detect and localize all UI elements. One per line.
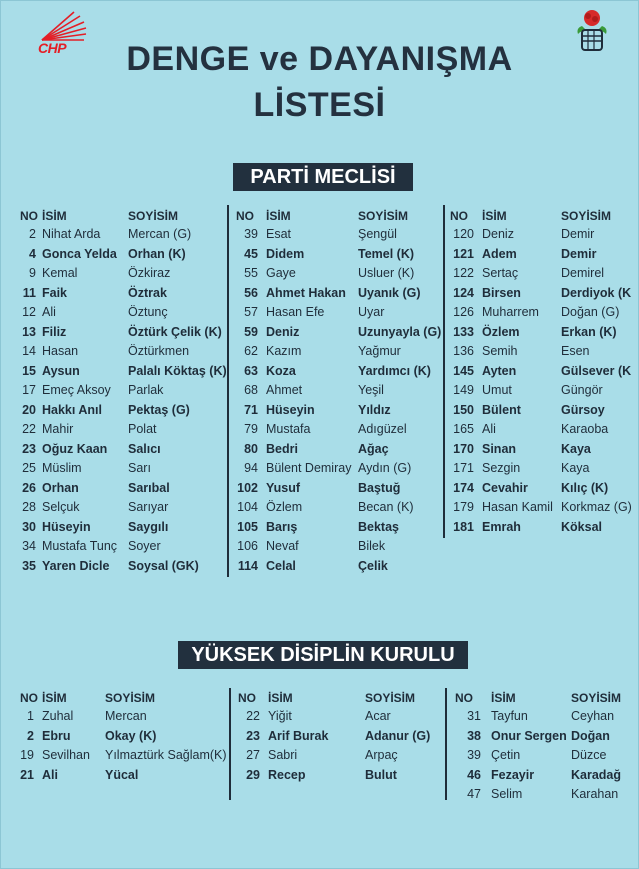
- list-item: [236, 537, 441, 557]
- candidate-name: Aysun: [42, 363, 80, 378]
- candidate-surname: Temel (K): [358, 246, 415, 261]
- list-item: [450, 284, 638, 304]
- candidate-surname: Becan (K): [358, 500, 414, 514]
- candidate-number: 62: [244, 344, 258, 358]
- list-item: [450, 323, 638, 343]
- candidate-number: 27: [246, 748, 260, 762]
- candidate-number: 120: [453, 227, 474, 241]
- candidate-surname: Ceyhan: [571, 709, 615, 723]
- candidate-surname: Korkmaz (G): [561, 500, 632, 514]
- list-item: [20, 766, 230, 786]
- list-item: [20, 537, 225, 557]
- section-title-parti-meclisi: PARTİ MECLİSİ: [233, 163, 413, 191]
- candidate-number: 59: [244, 324, 258, 339]
- candidate-name: Özlem: [266, 500, 303, 514]
- candidate-surname: Esen: [561, 344, 590, 358]
- candidate-name: Esat: [266, 227, 292, 241]
- list-item: [236, 459, 441, 479]
- list-item: [450, 401, 638, 421]
- candidate-name: Muharrem: [482, 305, 539, 319]
- candidate-number: 122: [453, 266, 474, 280]
- list-item: [20, 245, 225, 265]
- candidate-surname: Özkiraz: [128, 266, 171, 280]
- candidate-name: Mustafa: [266, 422, 311, 436]
- list-item: [236, 479, 441, 499]
- candidate-number: 23: [22, 441, 36, 456]
- candidate-name: Onur Sergen: [491, 728, 567, 743]
- list-item: [20, 401, 225, 421]
- candidate-surname: Bektaş: [358, 519, 399, 534]
- candidate-surname: Sarıyar: [128, 500, 169, 514]
- list-item: [238, 727, 443, 747]
- candidate-name: Arif Burak: [268, 728, 329, 743]
- candidate-surname: Erkan (K): [561, 324, 617, 339]
- candidate-surname: Bilek: [358, 539, 386, 553]
- candidate-name: Yiğit: [268, 709, 292, 723]
- candidate-number: 57: [244, 305, 258, 319]
- candidate-name: Bülent: [482, 402, 521, 417]
- candidate-surname: Yardımcı (K): [358, 363, 431, 378]
- candidate-surname: Kaya: [561, 461, 590, 475]
- candidate-surname: Öztrak: [128, 285, 167, 300]
- candidate-name: Celal: [266, 558, 296, 573]
- candidate-name: Hasan Kamil: [482, 500, 553, 514]
- header-name: İSİM: [42, 209, 67, 223]
- list-item: [236, 323, 441, 343]
- header-name: İSİM: [42, 691, 67, 705]
- list-item: [236, 498, 441, 518]
- header-no: NO: [450, 209, 468, 223]
- list-item: [450, 440, 638, 460]
- candidate-number: 22: [246, 709, 260, 723]
- candidate-surname: Ağaç: [358, 441, 389, 456]
- parti-meclisi-column: [236, 207, 441, 576]
- candidate-number: 14: [22, 344, 36, 358]
- candidate-number: 1: [27, 709, 34, 723]
- yuksek-disiplin-column: [20, 689, 230, 785]
- list-item: [455, 785, 637, 805]
- candidate-surname: Sarı: [128, 461, 151, 475]
- candidate-name: Ebru: [42, 728, 71, 743]
- list-item: [20, 727, 230, 747]
- candidate-name: Zuhal: [42, 709, 74, 723]
- candidate-surname: Kılıç (K): [561, 480, 609, 495]
- candidate-number: 46: [467, 767, 481, 782]
- candidate-name: Ali: [42, 767, 58, 782]
- list-item: [20, 707, 230, 727]
- header-name: İSİM: [491, 691, 516, 705]
- parti-meclisi-column: [450, 207, 638, 537]
- list-item: [450, 362, 638, 382]
- candidate-number: 171: [453, 461, 474, 475]
- list-item: [238, 746, 443, 766]
- candidate-name: Semih: [482, 344, 518, 358]
- list-item: [455, 766, 637, 786]
- candidate-surname: Öztunç: [128, 305, 168, 319]
- candidate-surname: Adanur (G): [365, 728, 431, 743]
- candidate-surname: Mercan (G): [128, 227, 192, 241]
- candidate-name: Hüseyin: [42, 519, 91, 534]
- candidate-name: Deniz: [482, 227, 514, 241]
- list-item: [236, 303, 441, 323]
- candidate-name: Hasan Efe: [266, 305, 325, 319]
- candidate-name: Adem: [482, 246, 517, 261]
- candidate-number: 47: [467, 787, 481, 801]
- candidate-name: Orhan: [42, 480, 79, 495]
- candidate-surname: Çelik: [358, 558, 388, 573]
- candidate-surname: Köksal: [561, 519, 602, 534]
- candidate-name: Gonca Yelda: [42, 246, 117, 261]
- candidate-surname: Karadağ: [571, 767, 622, 782]
- list-item: [20, 518, 225, 538]
- header-no: NO: [20, 209, 38, 223]
- candidate-number: 133: [453, 324, 474, 339]
- candidate-number: 34: [22, 539, 36, 553]
- list-item: [236, 245, 441, 265]
- candidate-name: Recep: [268, 767, 306, 782]
- list-item: [450, 245, 638, 265]
- list-item: [236, 342, 441, 362]
- column-header-row: [20, 207, 225, 225]
- candidate-surname: Gürsoy: [561, 402, 605, 417]
- list-item: [450, 303, 638, 323]
- list-item: [236, 440, 441, 460]
- candidate-number: 126: [453, 305, 474, 319]
- candidate-surname: Adıgüzel: [358, 422, 407, 436]
- list-item: [236, 381, 441, 401]
- candidate-name: Birsen: [482, 285, 521, 300]
- candidate-number: 145: [453, 363, 474, 378]
- candidate-number: 26: [22, 480, 36, 495]
- candidate-name: Hüseyin: [266, 402, 315, 417]
- list-item: [236, 264, 441, 284]
- list-item: [20, 264, 225, 284]
- list-item: [236, 401, 441, 421]
- candidate-number: 39: [244, 227, 258, 241]
- candidate-surname: Okay (K): [105, 728, 157, 743]
- list-item: [20, 459, 225, 479]
- candidate-surname: Derdiyok (K: [561, 285, 632, 300]
- candidate-surname: Düzce: [571, 748, 607, 762]
- candidate-name: Kazım: [266, 344, 302, 358]
- list-item: [238, 707, 443, 727]
- candidate-surname: Şengül: [358, 227, 397, 241]
- candidate-surname: Arpaç: [365, 748, 398, 762]
- list-item: [450, 381, 638, 401]
- candidate-number: 63: [244, 363, 258, 378]
- candidate-number: 31: [467, 709, 481, 723]
- list-item: [20, 225, 225, 245]
- candidate-name: Ali: [42, 305, 56, 319]
- candidate-number: 149: [453, 383, 474, 397]
- page-title-line2: LİSTESİ: [253, 86, 386, 124]
- list-item: [20, 479, 225, 499]
- candidate-name: Ahmet: [266, 383, 303, 397]
- candidate-name: Çetin: [491, 748, 521, 762]
- chp-logo-text: CHP: [38, 40, 67, 56]
- candidate-number: 104: [237, 500, 258, 514]
- candidate-number: 55: [244, 266, 258, 280]
- candidate-surname: Bulut: [365, 767, 397, 782]
- candidate-number: 106: [237, 539, 258, 553]
- header-name: İSİM: [266, 209, 291, 223]
- list-item: [238, 766, 443, 786]
- candidate-name: Sezgin: [482, 461, 521, 475]
- candidate-number: 71: [244, 402, 258, 417]
- candidate-number: 165: [453, 422, 474, 436]
- candidate-name: Faik: [42, 285, 68, 300]
- page-title-line1: DENGE ve DAYANIŞMA: [126, 40, 513, 78]
- candidate-number: 80: [244, 441, 258, 456]
- candidate-surname: Karahan: [571, 787, 619, 801]
- candidate-name: Hasan: [42, 344, 79, 358]
- candidate-number: 12: [22, 305, 36, 319]
- candidate-name: Selçuk: [42, 500, 80, 514]
- candidate-name: Mustafa Tunç: [42, 539, 118, 553]
- candidate-surname: Karaoba: [561, 422, 609, 436]
- candidate-name: Selim: [491, 787, 523, 801]
- list-item: [20, 746, 230, 766]
- list-item: [450, 498, 638, 518]
- candidate-number: 23: [246, 728, 260, 743]
- candidate-number: 39: [467, 748, 481, 762]
- list-item: [450, 225, 638, 245]
- candidate-number: 121: [453, 246, 474, 261]
- list-item: [455, 707, 637, 727]
- list-item: [236, 362, 441, 382]
- candidate-surname: Kaya: [561, 441, 591, 456]
- header-no: NO: [455, 691, 473, 705]
- candidate-name: Sevilhan: [42, 748, 90, 762]
- candidate-number: 9: [29, 266, 36, 280]
- header-surname: SOYİSİM: [105, 691, 156, 705]
- candidate-surname: Yıldız: [358, 402, 391, 417]
- candidate-surname: Polat: [128, 422, 157, 436]
- candidate-number: 94: [244, 461, 258, 475]
- candidate-name: Bülent Demiray: [266, 461, 352, 475]
- list-item: [236, 225, 441, 245]
- candidate-number: 170: [453, 441, 474, 456]
- list-item: [20, 342, 225, 362]
- section-title-yuksek-disiplin: YÜKSEK DİSİPLİN KURULU: [178, 641, 468, 669]
- candidate-surname: Uzunyayla (G): [358, 324, 442, 339]
- header-surname: SOYİSİM: [358, 209, 409, 223]
- header-surname: SOYİSİM: [571, 691, 622, 705]
- candidate-surname: Pektaş (G): [128, 402, 190, 417]
- candidate-name: Mahir: [42, 422, 74, 436]
- candidate-number: 105: [237, 519, 258, 534]
- list-item: [450, 479, 638, 499]
- list-item: [20, 323, 225, 343]
- list-item: [20, 420, 225, 440]
- candidate-name: Didem: [266, 246, 305, 261]
- candidate-number: 4: [29, 246, 36, 261]
- candidate-number: 114: [237, 558, 258, 573]
- candidate-number: 2: [29, 227, 36, 241]
- candidate-number: 17: [22, 383, 36, 397]
- list-item: [20, 557, 225, 577]
- candidate-number: 56: [244, 285, 258, 300]
- yuksek-disiplin-column: [455, 689, 637, 805]
- list-item: [236, 557, 441, 577]
- candidate-number: 28: [22, 500, 36, 514]
- candidate-surname: Öztürkmen: [128, 344, 190, 358]
- candidate-surname: Soyer: [128, 539, 161, 553]
- candidate-name: Tayfun: [491, 709, 528, 723]
- candidate-name: Nihat Arda: [42, 227, 101, 241]
- candidate-number: 181: [453, 519, 474, 534]
- list-item: [20, 284, 225, 304]
- header-no: NO: [238, 691, 256, 705]
- column-header-row: [236, 207, 441, 225]
- candidate-name: Hakkı Anıl: [42, 402, 102, 417]
- candidate-name: Umut: [482, 383, 512, 397]
- candidate-surname: Orhan (K): [128, 246, 186, 261]
- candidate-name: Özlem: [482, 324, 520, 339]
- header-name: İSİM: [268, 691, 293, 705]
- candidate-surname: Mercan: [105, 709, 147, 723]
- candidate-name: Bedri: [266, 441, 298, 456]
- list-item: [236, 518, 441, 538]
- candidate-surname: Palalı Köktaş (K): [128, 363, 227, 378]
- candidate-number: 30: [22, 519, 36, 534]
- list-item: [20, 381, 225, 401]
- column-header-row: [450, 207, 638, 225]
- candidate-number: 21: [20, 767, 34, 782]
- column-header-row: [20, 689, 230, 707]
- candidate-name: Fezayir: [491, 767, 535, 782]
- candidate-surname: Demirel: [561, 266, 605, 280]
- candidate-surname: Salıcı: [128, 441, 161, 456]
- list-item: [450, 264, 638, 284]
- candidate-name: Ahmet Hakan: [266, 285, 346, 300]
- chp-arrows-icon: [34, 10, 90, 44]
- candidate-surname: Aydın (G): [358, 461, 412, 475]
- candidate-name: Emeç Aksoy: [42, 383, 111, 397]
- column-header-row: [455, 689, 637, 707]
- candidate-number: 38: [467, 728, 481, 743]
- candidate-name: Müslim: [42, 461, 82, 475]
- candidate-number: 179: [453, 500, 474, 514]
- candidate-number: 68: [244, 383, 258, 397]
- candidate-name: Ali: [482, 422, 496, 436]
- list-item: [450, 459, 638, 479]
- candidate-name: Kemal: [42, 266, 78, 280]
- candidate-name: Cevahir: [482, 480, 528, 495]
- column-divider: [445, 688, 447, 800]
- list-item: [455, 727, 637, 747]
- candidate-surname: Yağmur: [358, 344, 401, 358]
- candidate-number: 35: [22, 558, 36, 573]
- candidate-name: Deniz: [266, 324, 300, 339]
- header-surname: SOYİSİM: [365, 691, 416, 705]
- candidate-surname: Baştuğ: [358, 480, 401, 495]
- candidate-surname: Yılmaztürk Sağlam(K): [105, 748, 227, 762]
- candidate-name: Gaye: [266, 266, 296, 280]
- candidate-number: 2: [27, 728, 34, 743]
- column-divider: [227, 205, 229, 577]
- candidate-number: 15: [22, 363, 36, 378]
- candidate-surname: Doğan: [571, 728, 610, 743]
- candidate-number: 13: [22, 324, 36, 339]
- candidate-surname: Yücal: [105, 767, 139, 782]
- header-name: İSİM: [482, 209, 507, 223]
- candidate-surname: Demir: [561, 246, 597, 261]
- candidate-surname: Parlak: [128, 383, 164, 397]
- list-item: [20, 303, 225, 323]
- candidate-name: Koza: [266, 363, 296, 378]
- candidate-surname: Uyanık (G): [358, 285, 421, 300]
- list-item: [20, 440, 225, 460]
- column-divider: [443, 205, 445, 538]
- candidate-number: 136: [453, 344, 474, 358]
- candidate-name: Sertaç: [482, 266, 519, 280]
- list-item: [20, 498, 225, 518]
- candidate-number: 20: [22, 402, 36, 417]
- candidate-surname: Saygılı: [128, 519, 169, 534]
- candidate-surname: Gülsever (K: [561, 363, 632, 378]
- candidate-number: 29: [246, 767, 260, 782]
- header-surname: SOYİSİM: [128, 209, 179, 223]
- header-no: NO: [20, 691, 38, 705]
- list-item: [450, 342, 638, 362]
- list-item: [236, 420, 441, 440]
- candidate-name: Yaren Dicle: [42, 558, 110, 573]
- candidate-name: Filiz: [42, 324, 67, 339]
- candidate-name: Emrah: [482, 519, 521, 534]
- list-item: [236, 284, 441, 304]
- candidate-number: 124: [453, 285, 474, 300]
- parti-meclisi-column: [20, 207, 225, 576]
- candidate-name: Sabri: [268, 748, 298, 762]
- candidate-surname: Acar: [365, 709, 391, 723]
- header-surname: SOYİSİM: [561, 209, 612, 223]
- candidate-name: Sinan: [482, 441, 517, 456]
- candidate-surname: Güngör: [561, 383, 603, 397]
- candidate-name: Oğuz Kaan: [42, 441, 108, 456]
- candidate-name: Nevaf: [266, 539, 299, 553]
- candidate-surname: Yeşil: [358, 383, 384, 397]
- column-header-row: [238, 689, 443, 707]
- candidate-number: 102: [237, 480, 258, 495]
- candidate-number: 22: [22, 422, 36, 436]
- candidate-number: 25: [22, 461, 36, 475]
- candidate-surname: Demir: [561, 227, 595, 241]
- list-item: [455, 746, 637, 766]
- candidate-surname: Soysal (GK): [128, 558, 199, 573]
- candidate-surname: Usluer (K): [358, 266, 415, 280]
- list-item: [450, 420, 638, 440]
- candidate-name: Yusuf: [266, 480, 301, 495]
- candidate-surname: Öztürk Çelik (K): [128, 324, 222, 339]
- candidate-number: 150: [453, 402, 474, 417]
- candidate-name: Barış: [266, 519, 298, 534]
- candidate-number: 79: [244, 422, 258, 436]
- candidate-number: 19: [20, 748, 34, 762]
- candidate-number: 11: [22, 285, 36, 300]
- candidate-name: Ayten: [482, 363, 517, 378]
- candidate-surname: Doğan (G): [561, 305, 620, 319]
- candidate-surname: Sarıbal: [128, 480, 170, 495]
- header-no: NO: [236, 209, 254, 223]
- candidate-number: 174: [453, 480, 474, 495]
- yuksek-disiplin-column: [238, 689, 443, 785]
- candidate-surname: Uyar: [358, 305, 385, 319]
- list-item: [20, 362, 225, 382]
- candidate-number: 45: [244, 246, 258, 261]
- list-item: [450, 518, 638, 538]
